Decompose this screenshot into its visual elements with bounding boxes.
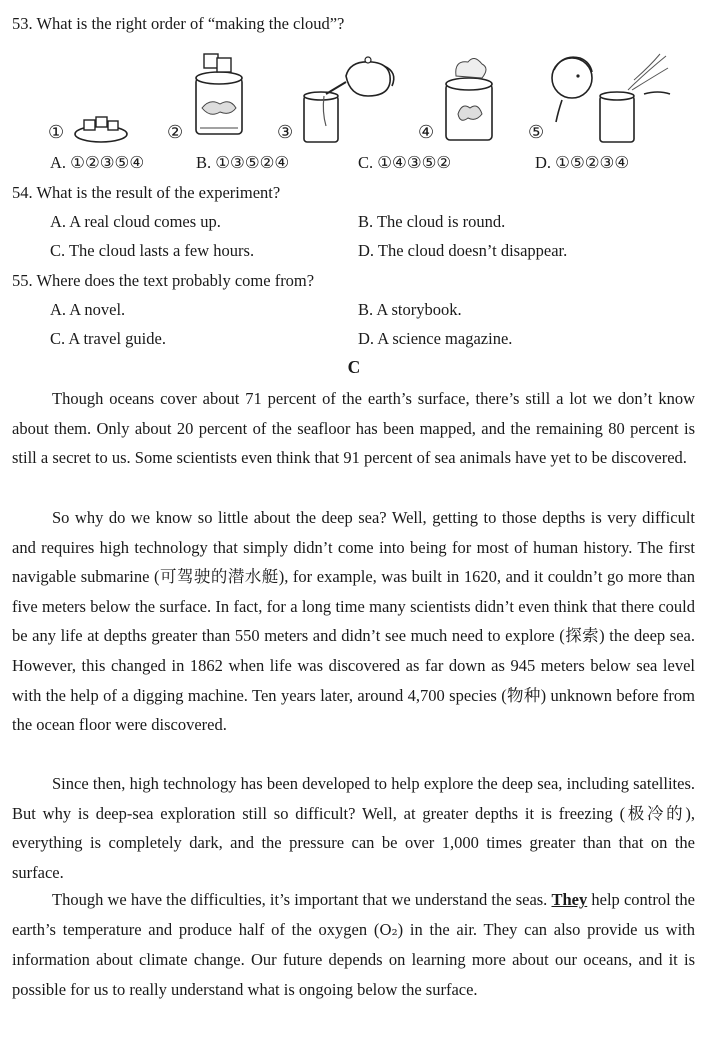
q55-option-b[interactable]: B. A storybook.	[358, 300, 462, 319]
q55-option-a[interactable]: A. A novel.	[50, 300, 126, 319]
passage-paragraph-1	[12, 384, 695, 473]
q55-option-d[interactable]: D. A science magazine.	[358, 329, 513, 348]
question-55-stem: 55. Where does the text probably come from?	[12, 271, 315, 290]
question-53-stem: 53. What is the right order of “making the cloud”?	[12, 14, 345, 33]
q53-option-b[interactable]: B. ①③⑤②④	[196, 153, 290, 172]
step-4-number: ④	[418, 122, 435, 142]
q54-option-a[interactable]: A. A real cloud comes up.	[50, 212, 221, 231]
step-1-ice-plate-illustration	[72, 112, 130, 144]
passage-paragraph-4	[12, 885, 695, 1004]
step-5-child-spraying-illustration	[548, 50, 673, 146]
question-54-stem: 54. What is the result of the experiment?	[12, 183, 281, 202]
step-2-number: ②	[167, 122, 184, 142]
step-5-number: ⑤	[528, 122, 545, 142]
q53-option-a[interactable]: A. ①②③⑤④	[50, 153, 145, 172]
passage-paragraph-4-rest: ) in the air. They can also provide us with information about climate change. Our future depends on learning more about our oceans, and it is possible for us to really understand what is ongoing below the surface.	[12, 919, 696, 999]
q53-option-d[interactable]: D. ①⑤②③④	[535, 153, 630, 172]
passage-paragraph-3	[12, 769, 695, 887]
section-heading: C	[347, 357, 361, 377]
step-3-number: ③	[277, 122, 294, 142]
step-4-jar-with-cloud-illustration	[440, 56, 498, 144]
q53-option-c[interactable]: C. ①④③⑤②	[358, 153, 452, 172]
q55-option-c[interactable]: C. A travel guide.	[50, 329, 166, 348]
passage-paragraph-3-text: Since then, high technology has been developed to help explore the deep sea, including satellites. But why is deep-sea exploration still so difficult? Well, at greater depths it is freezing (极冷的), everything is completely dark, and the pressure can be over 1,000 times greater than that on the surface.	[12, 774, 695, 882]
q54-option-c[interactable]: C. The cloud lasts a few hours.	[50, 241, 255, 260]
passage-paragraph-4-lead: Though we have the difficulties, it’s important that we understand the seas.	[52, 890, 548, 909]
passage-paragraph-4-pre-formula: help control the earth’s temperature and produce half of the oxygen (	[12, 890, 695, 939]
q54-option-d[interactable]: D. The cloud doesn’t disappear.	[358, 241, 568, 260]
step-2-jar-with-ice-illustration	[190, 48, 248, 140]
q54-option-b[interactable]: B. The cloud is round.	[358, 212, 506, 231]
passage-paragraph-2	[12, 503, 695, 740]
oxygen-formula: O₂	[379, 920, 398, 939]
passage-paragraph-1-text: Though oceans cover about 71 percent of the earth’s surface, there’s still a lot we don’t know about them. Only about 20 percent of the seafloor has been mapped, and the remaining 80 percent is still a secret to us. Some scientists even think that 91 percent of sea animals have yet to be discovered.	[12, 389, 695, 468]
step-1-number: ①	[48, 122, 65, 142]
step-3-pouring-kettle-illustration	[300, 56, 400, 146]
underlined-word-they: They	[551, 890, 588, 909]
passage-paragraph-2-text: So why do we know so little about the deep sea? Well, getting to those depths is very difficult and requires high technology that simply didn’t come into being for most of human history. The first navigable submarine (可驾驶的潜水艇), for example, was built in 1620, and it couldn’t go more than five meters below the surface. In fact, for a long time many scientists didn’t even think that there could be any life at depths greater than 550 meters and didn’t see much need to explore (探索) the deep sea. However, this changed in 1862 when life was discovered as far down as 945 meters below sea level with the help of a digging machine. Ten years later, around 4,700 species (物种) unknown before from the ocean floor were discovered.	[12, 508, 695, 735]
